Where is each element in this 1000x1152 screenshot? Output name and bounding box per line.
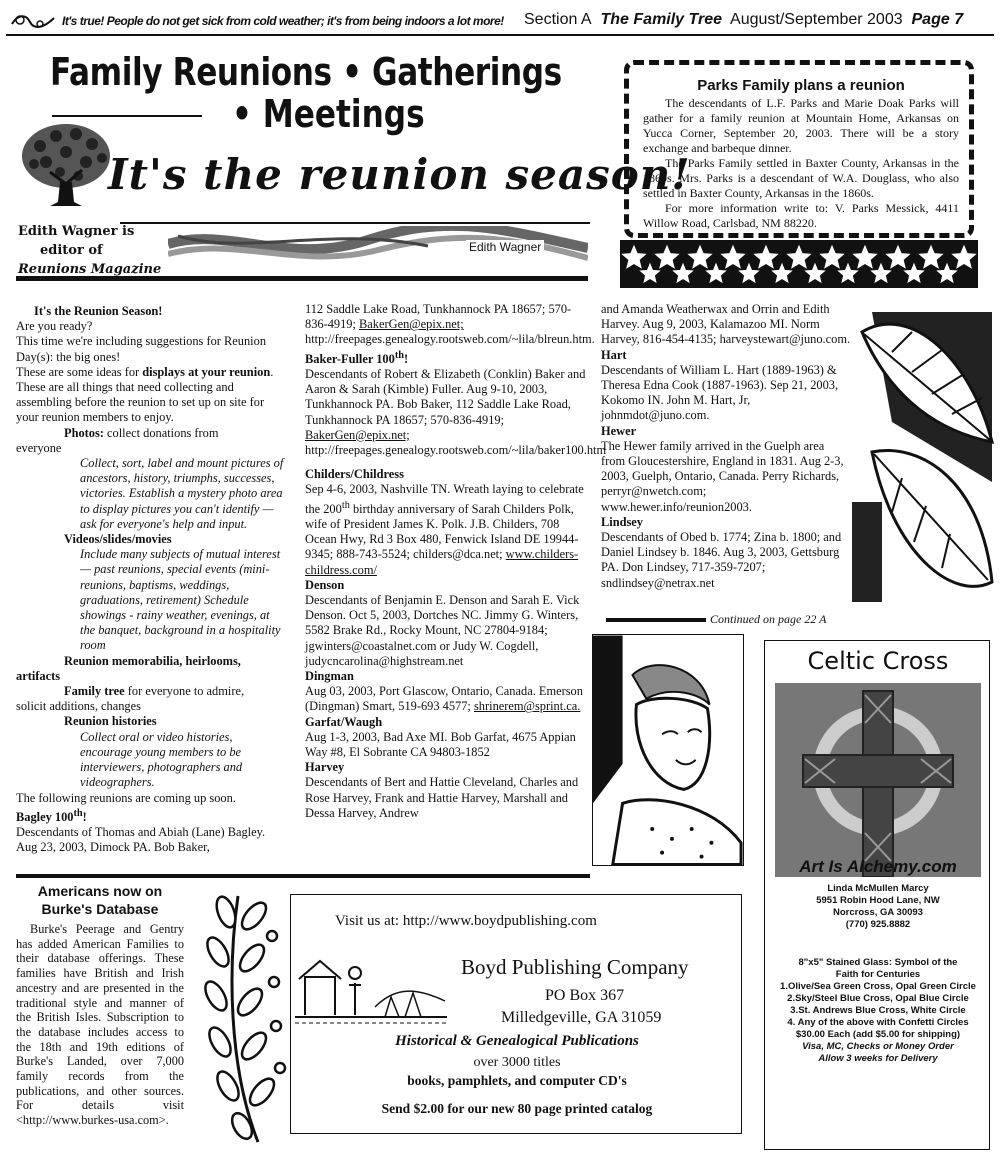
banner-rule — [120, 222, 590, 224]
feature-bottom-rule — [16, 276, 588, 281]
reunion-name: Dingman — [305, 668, 354, 683]
boyd-po-box: PO Box 367 — [545, 987, 625, 1004]
art-is-alchemy-logo: Art Is Alchemy.com — [799, 857, 957, 876]
reunion-details: Descendants of Robert & Elizabeth (Conklin) Baker and Aaron & Sarah (Kimble) Fuller. Aug 9-10, 2003, Tunkhannock PA. Bob Baker, 112 Saddle Lake Road, Tunkhannock PA 18657; 570-836-4919; BakerGen@epix.net; — [305, 366, 586, 442]
reunion-details: Descendants of Obed b. 1774; Zina b. 1800; and Daniel Lindsey b. 1846. Aug 3, 2003, Gettsburg PA. Don Lindsey, 717-359-7207; sndlindsey@netrax.net — [601, 530, 842, 590]
reunion-name: Hewer — [601, 423, 637, 438]
feature-title-line2: • Meetings — [232, 92, 425, 136]
reunion-name: Denson — [305, 577, 345, 592]
star-icon — [953, 246, 976, 268]
burkes-heading: Americans now on Burke's Database — [37, 883, 163, 917]
reunion-name: Garfat/Waugh — [305, 714, 383, 729]
reunion-url[interactable]: http://freepages.genealogy.rootsweb.com/~lila/blreun.htm. — [305, 332, 595, 347]
email-link[interactable]: BakerGen@epix.net; — [359, 317, 464, 332]
article-text: solicit additions, changes — [16, 699, 141, 714]
parks-reunion-box — [624, 60, 974, 238]
star-icon — [905, 264, 924, 282]
reunion-details: Descendants of Bert and Hattie Cleveland, Charles and Rose Harvey, Frank and Hattie Harvey, Marshall and Dessa Harvey, Andrew — [305, 775, 579, 820]
vine-ornament-icon — [10, 10, 56, 32]
star-icon — [674, 264, 693, 282]
star-icon — [920, 246, 943, 268]
star-icon — [839, 264, 858, 282]
article-column-1 — [16, 304, 286, 855]
page-number: Page 7 — [911, 11, 964, 28]
editor-note-line: Reunions Magazine — [18, 262, 162, 277]
reunion-details: Descendants of Thomas and Abiah (Lane) Bagley. Aug 23, 2003, Dimock PA. Bob Baker, — [16, 825, 266, 855]
article-subhead: Videos/slides/movies — [64, 532, 172, 547]
boyd-publishing-ad — [290, 894, 742, 1134]
boyd-titles: over 3000 titles — [473, 1055, 561, 1070]
star-icon — [854, 246, 877, 268]
parks-paragraph: The descendants of L.F. Parks and Marie Doak Parks will gather for a family reunion at Mountain Home, Arkansas on Yucca Corner, September 20, 2003. There will be a story exchange and barbeque dinner. — [643, 96, 959, 155]
star-icon — [623, 246, 646, 268]
reunion-details: Aug 03, 2003, Port Glascow, Ontario, Canada. Emerson (Dingman) Smart, 519-693 4577; shrinerem@sprint.ca. — [305, 684, 583, 714]
woman-portrait-illustration — [592, 634, 744, 866]
article-text: The following reunions are coming up soon. — [16, 790, 236, 805]
reunion-name: Lindsey — [601, 514, 644, 529]
article-column-3 — [601, 302, 851, 591]
boyd-company-name: Boyd Publishing Company — [461, 955, 689, 979]
section-label: Section A — [524, 11, 592, 28]
article-subhead: Photos: collect donations from — [64, 425, 219, 440]
email-link[interactable]: shrinerem@sprint.ca. — [473, 699, 581, 714]
reunion-details: and Amanda Weatherwax and Orrin and Edith Harvey. Aug 9, 2003, Kalamazoo MI. Norm Harvey, 816-454-4135; harveystewart@juno.com. — [601, 302, 851, 347]
star-icon — [821, 246, 844, 268]
article-subhead: artifacts — [16, 668, 61, 683]
celtic-ad-contact: Linda McMullen Marcy 5951 Robin Hood Lane, NW Norcross, GA 30093 (770) 925.8882 — [816, 883, 940, 930]
star-icon — [773, 264, 792, 282]
boyd-publications: Historical & Genealogical Publications — [395, 1033, 639, 1049]
web-link[interactable]: www.childers-childress.com/ — [305, 547, 579, 577]
reunion-name: Baker-Fuller 100th! — [305, 349, 409, 366]
tree-illustration — [20, 122, 112, 208]
stars-border — [620, 240, 978, 288]
leaf-illustration — [852, 302, 998, 612]
star-icon — [722, 246, 745, 268]
star-icon — [755, 246, 778, 268]
star-icon — [872, 264, 891, 282]
article-subhead: Reunion histories — [64, 714, 157, 729]
email-link[interactable]: BakerGen@epix.net; — [305, 427, 410, 442]
star-icon — [641, 264, 660, 282]
header-tagline: It's true! People do not get sick from cold weather; it's from being indoors a lot more! — [62, 14, 504, 28]
star-icon — [788, 246, 811, 268]
reunion-name: Bagley 100th! — [16, 807, 87, 824]
publication-name: The Family Tree — [600, 11, 723, 28]
boyd-catalog-offer: Send $2.00 for our new 80 page printed catalog — [381, 1101, 653, 1116]
boyd-city: Milledgeville, GA 31059 — [501, 1009, 662, 1026]
boyd-books: books, pamphlets, and computer CD's — [407, 1073, 627, 1088]
issue-date: August/September 2003 — [730, 11, 903, 28]
parks-heading: Parks Family plans a reunion — [697, 77, 905, 94]
title-rule — [52, 115, 202, 117]
reunion-name: Hart — [601, 347, 627, 362]
feature-title-line1: Family Reunions • Gatherings — [50, 50, 562, 94]
reunion-name: Childers/Childress — [305, 467, 404, 482]
star-icon — [938, 264, 957, 282]
laurel-wreath-illustration — [198, 886, 294, 1148]
article-text: everyone — [16, 440, 62, 455]
burkes-article — [16, 882, 184, 1128]
celtic-cross-image — [775, 683, 981, 877]
reunion-details: Aug 1-3, 2003, Bad Axe MI. Bob Garfat, 4675 Appian Way #8, El Sobrante CA 94803-1852 — [305, 729, 576, 759]
editor-note — [18, 222, 168, 279]
article-text: Are you ready? — [16, 319, 93, 334]
reunion-name: Harvey — [305, 760, 345, 775]
article-heading: It's the Reunion Season! — [34, 304, 163, 318]
star-icon — [806, 264, 825, 282]
article-subhead: Family tree for everyone to admire, — [64, 684, 245, 699]
star-icon — [689, 246, 712, 268]
reunion-details: The Hewer family arrived in the Guelph area from Gloucestershire, England in 1831. Aug 2-3, 2003, Guelph, Ontario, Canada. Perry Richards, perryr@nwetch.com; www.hewer.info/reunion2003. — [601, 438, 844, 514]
continued-note — [606, 612, 850, 627]
reunion-details: Sep 4-6, 2003, Nashville TN. Wreath laying to celebrate the 200th birthday anniversary of Sarah Childers Polk, wife of President James K. Polk. J.B. Childers, 708 Ocean Hwy, Rd 3 Box 480, Fenwick Island DE 19944-9345; 888-743-5524; childers@dca.net; www.childers-childress.com/ — [305, 482, 584, 577]
page-header — [6, 6, 994, 36]
reunion-details: Descendants of Benjamin E. Denson and Sarah E. Vick Denson. Oct 5, 2003, Dortches NC. Jimmy G. Winters, 5582 Brake Rd., Rocky Mount, NC 27804-9184; jgwinters@coastalnet.com or Judy W. Cogdell, judycncarolina@highstream.net — [305, 592, 580, 668]
article-text: These are some ideas for displays at your reunion. These are all things that need collecting and assembling before the reunion to set up on site for your reunion members to enjoy. — [16, 364, 274, 425]
pioneer-scene-illustration — [295, 947, 447, 1027]
article-detail: Collect oral or video histories, encourage young members to be interviewers, photographers and videographers. — [80, 729, 243, 790]
star-icon — [707, 264, 726, 282]
reunion-details: 112 Saddle Lake Road, Tunkhannock PA 18657; 570-836-4919; BakerGen@epix.net; — [305, 302, 572, 332]
reunion-season-banner: It's the reunion season! — [108, 150, 691, 199]
editor-note-line: Edith Wagner is — [18, 224, 135, 239]
celtic-cross-ad — [764, 640, 990, 1150]
section-rule — [16, 874, 590, 878]
header-section-info — [524, 11, 963, 29]
editor-name-caption: Edith Wagner — [466, 240, 544, 254]
article-text: This time we're including suggestions for Reunion Day(s): the big ones! — [16, 334, 267, 364]
star-icon — [887, 246, 910, 268]
continued-link[interactable]: Continued on page 22 A — [710, 612, 827, 626]
burkes-text: Burke's Peerage and Gentry has added American Families to their database offerings. These families have British and Irish ancestry and are presented in the traditional style and manner of the British Isles. Subscription to the database includes access to the 18th and 19th editions of Burke's Landed, over 7,000 family records from the publications, and other sources. For details visit <http://www.burkes-usa.com>. — [16, 922, 184, 1128]
parks-paragraph: For more information write to: V. Parks Messick, 4411 Willow Road, Carlsbad, NM 88220. — [643, 201, 959, 230]
reunion-url[interactable]: http://freepages.genealogy.rootsweb.com/~lila/baker100.htm — [305, 442, 607, 457]
continued-rule — [606, 618, 706, 622]
article-subhead: Reunion memorabilia, heirlooms, — [64, 653, 241, 668]
parks-paragraph: The Parks Family settled in Baxter County, Arkansas in the 1860s. Mrs. Parks is a descendant of W.A. Douglass, who also settled in Baxter County, Arkansas in the 1860s. — [643, 156, 959, 200]
article-column-2 — [305, 302, 607, 821]
star-icon — [740, 264, 759, 282]
article-detail: Include many subjects of mutual interest — past reunions, special events (mini-reunions, baptisms, weddings, graduations, retirement) Schedule showings - rainy weather, evenings, at the banquet, background in a hospitality room — [80, 547, 281, 653]
celtic-ad-title: Celtic Cross — [807, 647, 949, 675]
article-detail: Collect, sort, label and mount pictures of ancestors, history, triumphs, successes, victories. Establish a mystery photo area to display pictures you can't identify — ask for everyone's help and input. — [80, 456, 284, 531]
star-icon — [656, 246, 679, 268]
reunion-details: Descendants of William L. Hart (1889-1963) & Theresa Edna Cook (1887-1963). Sep 21, 2003, Kokomo IN. John M. Hart, Jr, johnmdot@juno.com. — [601, 362, 839, 423]
editor-note-line: editor of — [40, 243, 103, 258]
celtic-ad-offer: 8"x5" Stained Glass: Symbol of the Faith for Centuries 1.Olive/Sea Green Cross, Opal Green Circle 2.Sky/Steel Blue Cross, Opal Blue Circle 3.St. Andrews Blue Cross, White Circle 4. Any of the above with Confetti Circles $30.00 Each (add $5.00 for shipping) Visa, MC, Checks or Money Order Allow 3 weeks for Delivery — [780, 957, 976, 1064]
boyd-website[interactable]: Visit us at: http://www.boydpublishing.com — [335, 913, 597, 929]
